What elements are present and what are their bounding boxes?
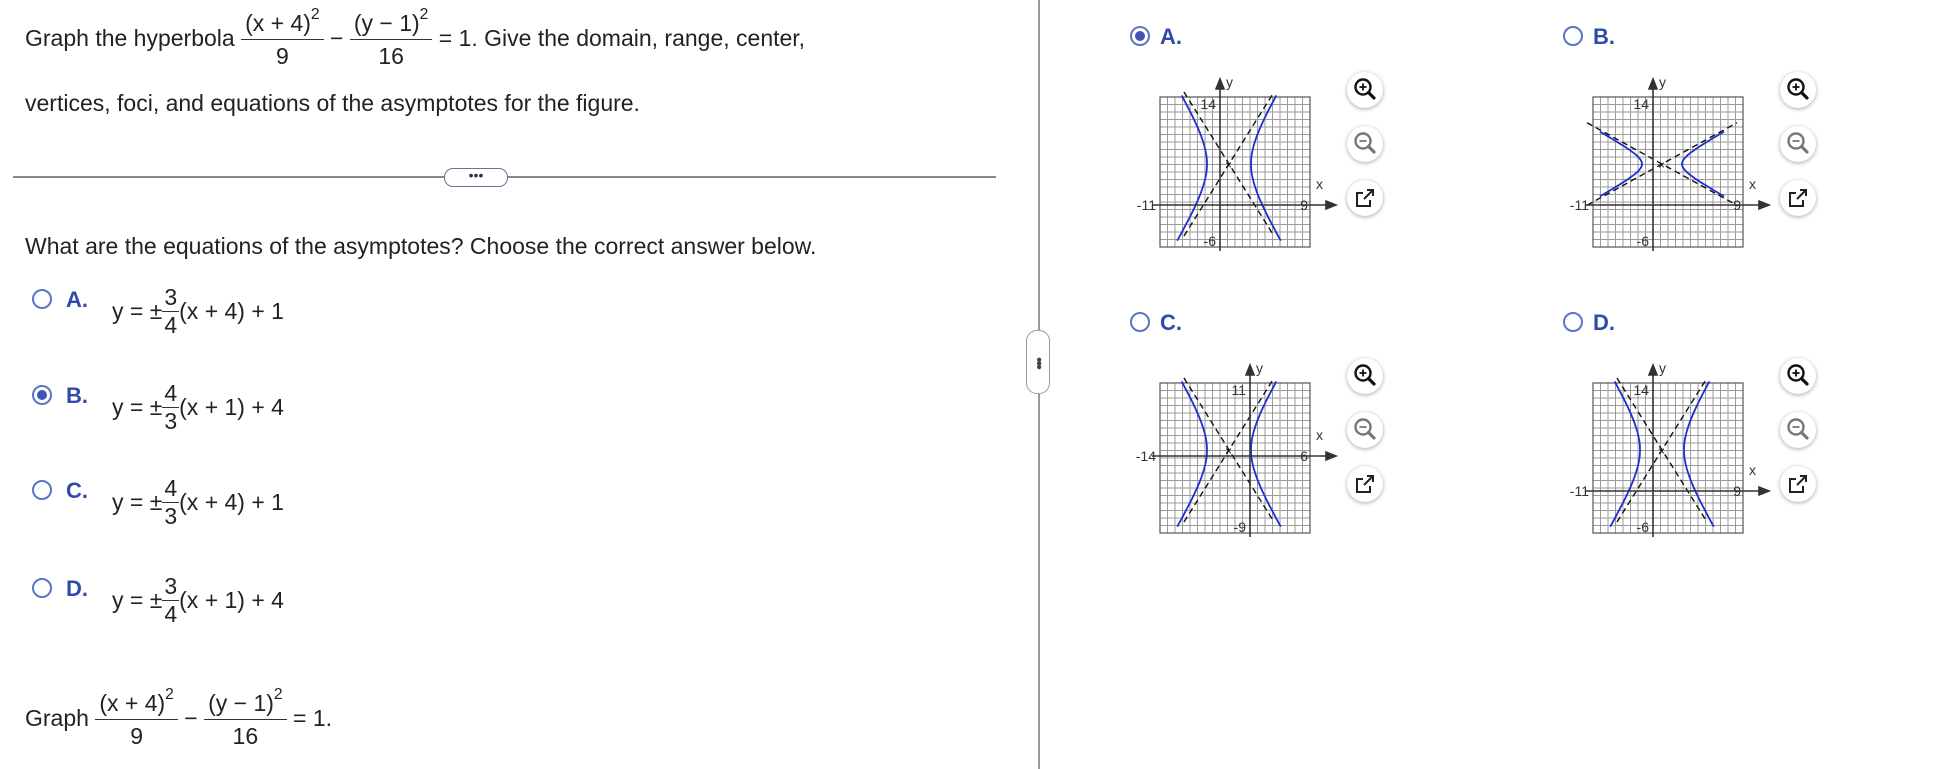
- x-axis-label: x: [1316, 427, 1323, 443]
- left-branch: [1177, 95, 1207, 240]
- gp-minus-sign: −: [184, 705, 198, 732]
- gp-frac2-numerator: (y − 1): [208, 690, 274, 716]
- zoom-out-button[interactable]: [1780, 126, 1816, 162]
- option-radio-c[interactable]: [32, 480, 52, 500]
- option-equation: [112, 573, 284, 628]
- frac2-exponent: 2: [419, 6, 429, 23]
- eq-lead: y = ±: [112, 489, 163, 515]
- right-branch: [1251, 381, 1281, 526]
- center-marker: ×: [1225, 444, 1233, 458]
- handle-dots-icon: •••: [1030, 356, 1047, 368]
- x-min-tick: -11: [1136, 197, 1156, 213]
- frac1-denominator: 9: [275, 43, 289, 69]
- gp-frac2-exponent: 2: [273, 686, 283, 703]
- zoom-out-button[interactable]: [1347, 412, 1383, 448]
- option-letter[interactable]: B.: [66, 383, 88, 408]
- graph-svg: [1100, 22, 1350, 252]
- eq-denominator: 3: [164, 408, 178, 434]
- x-axis-label: x: [1749, 462, 1756, 478]
- y-axis-label: y: [1659, 74, 1666, 90]
- eq-fraction: [162, 573, 179, 628]
- x-axis-label: x: [1749, 176, 1756, 192]
- y-max-tick: 11: [1231, 382, 1246, 398]
- graph-svg: [1100, 308, 1350, 538]
- frac2-denominator: 16: [378, 43, 404, 69]
- zoom-out-icon: [1347, 126, 1383, 162]
- eq-fraction: [162, 475, 179, 530]
- frac1-numerator: (x + 4): [245, 10, 311, 36]
- gp-frac1-exponent: 2: [165, 686, 174, 703]
- x-min-tick: -11: [1569, 197, 1589, 213]
- external-link-icon: [1347, 466, 1383, 502]
- open-graph-button[interactable]: [1347, 180, 1383, 216]
- question-text: [25, 6, 806, 70]
- graph-svg: [1533, 308, 1783, 538]
- graph-prompt-prefix: Graph: [25, 705, 89, 732]
- graph-svg: [1533, 22, 1783, 252]
- gp-frac1-numerator: (x + 4): [99, 690, 166, 716]
- eq-tail: (x + 1) + 4: [179, 394, 284, 420]
- zoom-out-button[interactable]: [1780, 412, 1816, 448]
- question-prompt: What are the equations of the asymptotes? Choose the correct answer below.: [25, 233, 817, 259]
- eq-denominator: 4: [164, 601, 178, 627]
- question-prefix: Graph the hyperbola: [25, 25, 235, 52]
- zoom-in-button[interactable]: [1347, 358, 1383, 394]
- gp-frac2-denominator: 16: [232, 723, 259, 749]
- option-equation: [112, 475, 284, 530]
- eq-numerator: 3: [164, 284, 178, 310]
- eq-fraction: [162, 380, 179, 435]
- graph-letter-c[interactable]: C.: [1160, 310, 1182, 335]
- eq-fraction: [162, 284, 179, 339]
- right-branch: [1251, 95, 1281, 240]
- y-min-tick: -6: [1636, 519, 1649, 535]
- option-letter[interactable]: D.: [66, 576, 88, 601]
- option-equation: [112, 380, 284, 435]
- y-max-tick: 14: [1633, 382, 1649, 398]
- zoom-in-button[interactable]: [1780, 72, 1816, 108]
- frac2-numerator: (y − 1): [353, 10, 420, 36]
- open-graph-button[interactable]: [1780, 466, 1816, 502]
- right-branch: [1684, 381, 1714, 526]
- eq-lead: y = ±: [112, 587, 163, 613]
- question-fraction-2: [350, 6, 433, 70]
- zoom-in-icon: [1780, 358, 1816, 394]
- y-max-tick: 14: [1200, 96, 1216, 112]
- eq-tail: (x + 4) + 1: [179, 489, 284, 515]
- zoom-out-icon: [1780, 412, 1816, 448]
- x-max-tick: 9: [1733, 483, 1741, 499]
- y-axis-label: y: [1256, 360, 1263, 376]
- center-marker: ×: [1225, 158, 1233, 172]
- open-graph-button[interactable]: [1347, 466, 1383, 502]
- zoom-in-button[interactable]: [1347, 72, 1383, 108]
- y-min-tick: -6: [1636, 233, 1649, 249]
- grid-lines: [1160, 383, 1310, 533]
- zoom-out-icon: [1347, 412, 1383, 448]
- y-min-tick: -6: [1203, 233, 1216, 249]
- external-link-icon: [1780, 180, 1816, 216]
- x-max-tick: 9: [1300, 197, 1308, 213]
- eq-denominator: 3: [164, 503, 178, 529]
- y-max-tick: 14: [1633, 96, 1649, 112]
- y-axis-label: y: [1226, 74, 1233, 90]
- y-axis-label: y: [1659, 360, 1666, 376]
- x-axis-label: x: [1316, 176, 1323, 192]
- eq-tail: (x + 1) + 4: [179, 587, 284, 613]
- zoom-in-button[interactable]: [1780, 358, 1816, 394]
- grid-lines: [1593, 97, 1743, 247]
- graph-letter-d[interactable]: D.: [1593, 310, 1615, 335]
- graph-prompt-suffix: = 1.: [293, 705, 333, 732]
- graph-prompt: [25, 686, 333, 750]
- graph-letter-b[interactable]: B.: [1593, 24, 1615, 49]
- frac1-exponent: 2: [310, 6, 320, 23]
- x-min-tick: -14: [1135, 448, 1156, 464]
- open-graph-button[interactable]: [1780, 180, 1816, 216]
- minus-sign: −: [330, 25, 344, 52]
- center-marker: ×: [1658, 444, 1666, 458]
- option-radio-b[interactable]: [32, 385, 52, 405]
- graph-d[interactable]: [1533, 308, 1783, 543]
- zoom-in-icon: [1347, 358, 1383, 394]
- question-line-2: vertices, foci, and equations of the asymptotes for the figure.: [25, 90, 640, 116]
- option-radio-a[interactable]: [32, 289, 52, 309]
- eq-numerator: 4: [164, 475, 178, 501]
- x-min-tick: -11: [1569, 483, 1589, 499]
- left-branch: [1177, 381, 1207, 526]
- eq-numerator: 3: [164, 573, 178, 599]
- option-letter[interactable]: A.: [66, 287, 88, 312]
- graph-prompt-fraction-1: [95, 686, 178, 750]
- zoom-out-button[interactable]: [1347, 126, 1383, 162]
- question-fraction-1: [241, 6, 324, 70]
- eq-denominator: 4: [164, 312, 178, 338]
- external-link-icon: [1780, 466, 1816, 502]
- question-suffix: = 1. Give the domain, range, center,: [438, 25, 806, 52]
- external-link-icon: [1347, 180, 1383, 216]
- center-marker: ×: [1658, 158, 1666, 172]
- option-letter[interactable]: C.: [66, 478, 88, 503]
- eq-numerator: 4: [164, 380, 178, 406]
- zoom-in-icon: [1347, 72, 1383, 108]
- grid-lines: [1160, 97, 1310, 247]
- eq-lead: y = ±: [112, 298, 163, 324]
- option-radio-d[interactable]: [32, 578, 52, 598]
- zoom-in-icon: [1780, 72, 1816, 108]
- zoom-out-icon: [1780, 126, 1816, 162]
- eq-lead: y = ±: [112, 394, 163, 420]
- graph-prompt-fraction-2: [204, 686, 287, 750]
- graph-b[interactable]: [1533, 22, 1783, 257]
- x-max-tick: 9: [1733, 197, 1741, 213]
- graph-letter-a[interactable]: A.: [1160, 24, 1182, 49]
- graph-choices-pane: [1040, 0, 1949, 769]
- eq-tail: (x + 4) + 1: [179, 298, 284, 324]
- left-branch: [1610, 381, 1640, 526]
- graph-c[interactable]: [1100, 308, 1350, 543]
- option-equation: [112, 284, 284, 339]
- grid-lines: [1593, 383, 1743, 533]
- x-max-tick: 6: [1300, 448, 1308, 464]
- more-button[interactable]: •••: [444, 168, 508, 187]
- gp-frac1-denominator: 9: [130, 723, 143, 749]
- y-min-tick: -9: [1233, 519, 1246, 535]
- graph-a[interactable]: [1100, 22, 1350, 257]
